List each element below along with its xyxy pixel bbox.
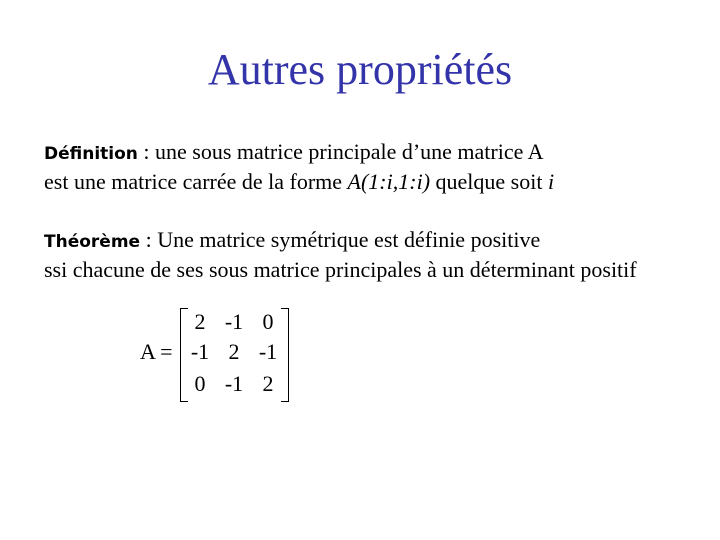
definition-math: A(1:i,1:i): [347, 169, 431, 194]
theorem-line-2: ssi chacune de ses sous matrice principales à un déterminant positif: [44, 257, 637, 282]
theorem-paragraph: [44, 226, 637, 284]
definition-term: Définition: [44, 144, 138, 164]
matrix-cell: 2: [262, 371, 274, 396]
definition-text-1: : une sous matrice principale d’une matrice A: [137, 139, 544, 164]
matrix-cell: 2: [228, 339, 240, 364]
definition-text-2: est une matrice carrée de la forme: [44, 169, 348, 194]
theorem-line-1: [44, 226, 637, 256]
matrix-cell: -1: [190, 339, 210, 364]
matrix-cell: 0: [262, 309, 274, 334]
theorem-term: Théorème: [44, 232, 141, 252]
matrix-cell: -1: [224, 309, 244, 334]
matrix-cell: 0: [194, 371, 206, 396]
definition-line-1: [44, 138, 554, 168]
definition-line-2: [44, 168, 554, 196]
matrix-cell: 2: [194, 309, 206, 334]
definition-text-3: quelque soit: [430, 169, 548, 194]
matrix-cell: -1: [258, 339, 278, 364]
matrix-lhs: A =: [140, 339, 173, 364]
theorem-text-1: : Une matrice symétrique est définie positive: [140, 227, 541, 252]
slide-title: Autres propriétés: [207, 45, 513, 94]
definition-paragraph: [44, 138, 554, 196]
definition-variable: i: [547, 169, 555, 194]
matrix-cell: -1: [224, 371, 244, 396]
